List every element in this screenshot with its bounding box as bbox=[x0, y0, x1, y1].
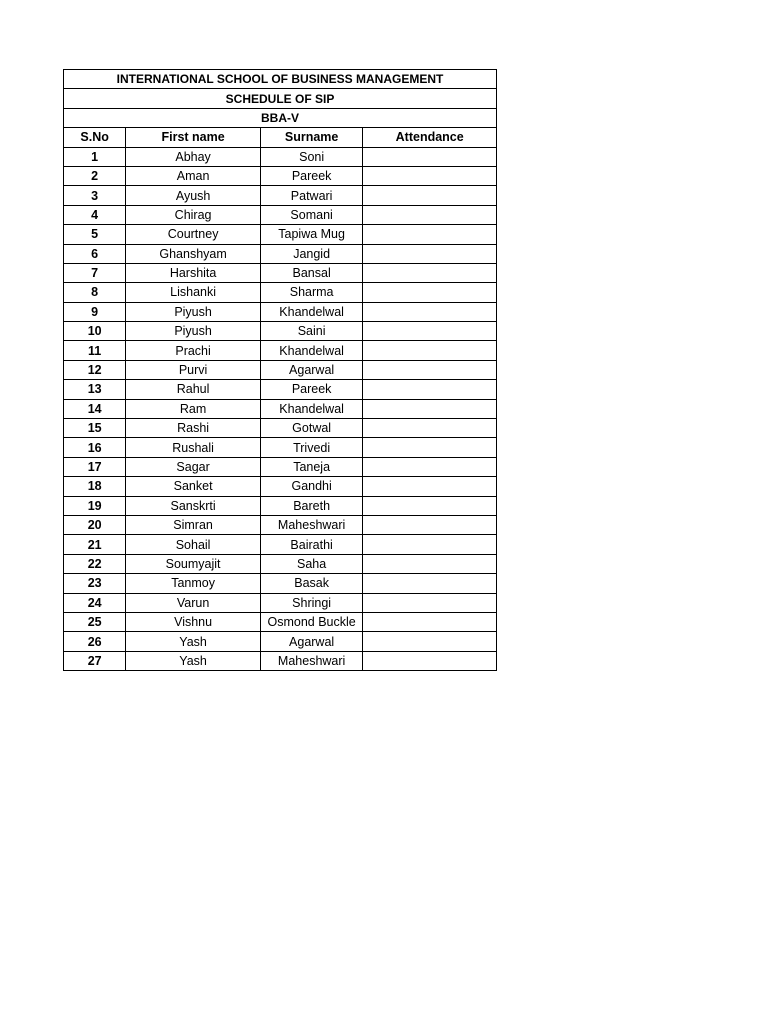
cell-surname: Gotwal bbox=[260, 419, 362, 438]
cell-sno: 11 bbox=[64, 341, 126, 360]
cell-attendance bbox=[363, 360, 497, 379]
table-row bbox=[64, 225, 497, 244]
table-row bbox=[64, 515, 497, 534]
cell-first-name: Aman bbox=[126, 166, 261, 185]
cell-first-name: Sohail bbox=[126, 535, 261, 554]
cell-sno: 18 bbox=[64, 477, 126, 496]
cell-surname: Jangid bbox=[260, 244, 362, 263]
cell-sno: 9 bbox=[64, 302, 126, 321]
cell-sno: 12 bbox=[64, 360, 126, 379]
cell-surname: Khandelwal bbox=[260, 302, 362, 321]
cell-first-name: Chirag bbox=[126, 205, 261, 224]
institution-title: INTERNATIONAL SCHOOL OF BUSINESS MANAGEMENT bbox=[64, 70, 497, 89]
table-row bbox=[64, 244, 497, 263]
cell-surname: Pareek bbox=[260, 380, 362, 399]
cell-attendance bbox=[363, 205, 497, 224]
cell-attendance bbox=[363, 438, 497, 457]
table-row bbox=[64, 477, 497, 496]
cell-first-name: Rashi bbox=[126, 419, 261, 438]
cell-attendance bbox=[363, 593, 497, 612]
cell-attendance bbox=[363, 302, 497, 321]
cell-surname: Bareth bbox=[260, 496, 362, 515]
cell-first-name: Courtney bbox=[126, 225, 261, 244]
cell-surname: Agarwal bbox=[260, 632, 362, 651]
cell-attendance bbox=[363, 612, 497, 631]
cell-sno: 2 bbox=[64, 166, 126, 185]
table-row bbox=[64, 186, 497, 205]
cell-sno: 19 bbox=[64, 496, 126, 515]
cell-first-name: Lishanki bbox=[126, 283, 261, 302]
attendance-sheet-table bbox=[63, 69, 497, 671]
cell-sno: 6 bbox=[64, 244, 126, 263]
cell-attendance bbox=[363, 322, 497, 341]
cell-first-name: Varun bbox=[126, 593, 261, 612]
cell-sno: 27 bbox=[64, 651, 126, 670]
table-row bbox=[64, 438, 497, 457]
cell-attendance bbox=[363, 477, 497, 496]
cell-attendance bbox=[363, 574, 497, 593]
cell-attendance bbox=[363, 341, 497, 360]
table-row bbox=[64, 147, 497, 166]
cell-first-name: Simran bbox=[126, 515, 261, 534]
table-row bbox=[64, 399, 497, 418]
table-row bbox=[64, 651, 497, 670]
schedule-title: SCHEDULE OF SIP bbox=[64, 89, 497, 108]
table-row bbox=[64, 593, 497, 612]
table-row bbox=[64, 283, 497, 302]
cell-sno: 1 bbox=[64, 147, 126, 166]
cell-first-name: Abhay bbox=[126, 147, 261, 166]
cell-attendance bbox=[363, 283, 497, 302]
cell-first-name: Yash bbox=[126, 632, 261, 651]
cell-surname: Saini bbox=[260, 322, 362, 341]
table-row bbox=[64, 166, 497, 185]
cell-first-name: Sanskrti bbox=[126, 496, 261, 515]
cell-first-name: Purvi bbox=[126, 360, 261, 379]
cell-surname: Bansal bbox=[260, 263, 362, 282]
cell-surname: Somani bbox=[260, 205, 362, 224]
cell-first-name: Rushali bbox=[126, 438, 261, 457]
column-header-row bbox=[64, 128, 497, 147]
cell-surname: Maheshwari bbox=[260, 515, 362, 534]
cell-sno: 8 bbox=[64, 283, 126, 302]
cell-first-name: Ayush bbox=[126, 186, 261, 205]
cell-sno: 23 bbox=[64, 574, 126, 593]
table-row bbox=[64, 341, 497, 360]
cell-sno: 24 bbox=[64, 593, 126, 612]
cell-first-name: Sagar bbox=[126, 457, 261, 476]
cell-attendance bbox=[363, 632, 497, 651]
cell-surname: Taneja bbox=[260, 457, 362, 476]
cell-surname: Tapiwa Mug bbox=[260, 225, 362, 244]
cell-attendance bbox=[363, 457, 497, 476]
cell-surname: Agarwal bbox=[260, 360, 362, 379]
cell-first-name: Piyush bbox=[126, 322, 261, 341]
cell-sno: 17 bbox=[64, 457, 126, 476]
table-row bbox=[64, 263, 497, 282]
cell-surname: Gandhi bbox=[260, 477, 362, 496]
cell-attendance bbox=[363, 263, 497, 282]
cell-attendance bbox=[363, 225, 497, 244]
cell-attendance bbox=[363, 419, 497, 438]
cell-surname: Shringi bbox=[260, 593, 362, 612]
cell-attendance bbox=[363, 496, 497, 515]
table-row bbox=[64, 380, 497, 399]
cell-first-name: Ghanshyam bbox=[126, 244, 261, 263]
table-row bbox=[64, 457, 497, 476]
cell-surname: Soni bbox=[260, 147, 362, 166]
cell-sno: 26 bbox=[64, 632, 126, 651]
institution-row bbox=[64, 70, 497, 89]
table-row bbox=[64, 574, 497, 593]
cell-attendance bbox=[363, 515, 497, 534]
cell-sno: 20 bbox=[64, 515, 126, 534]
batch-row bbox=[64, 108, 497, 127]
table-row bbox=[64, 419, 497, 438]
cell-surname: Sharma bbox=[260, 283, 362, 302]
cell-surname: Khandelwal bbox=[260, 399, 362, 418]
cell-sno: 4 bbox=[64, 205, 126, 224]
cell-sno: 16 bbox=[64, 438, 126, 457]
cell-sno: 13 bbox=[64, 380, 126, 399]
cell-surname: Osmond Buckle bbox=[260, 612, 362, 631]
cell-surname: Maheshwari bbox=[260, 651, 362, 670]
cell-attendance bbox=[363, 399, 497, 418]
cell-attendance bbox=[363, 244, 497, 263]
column-header-sno: S.No bbox=[64, 128, 126, 147]
table-row bbox=[64, 322, 497, 341]
table-row bbox=[64, 360, 497, 379]
table-row bbox=[64, 554, 497, 573]
cell-attendance bbox=[363, 147, 497, 166]
cell-attendance bbox=[363, 651, 497, 670]
table-row bbox=[64, 632, 497, 651]
cell-attendance bbox=[363, 166, 497, 185]
column-header-attendance: Attendance bbox=[363, 128, 497, 147]
cell-first-name: Prachi bbox=[126, 341, 261, 360]
cell-sno: 10 bbox=[64, 322, 126, 341]
table-row bbox=[64, 205, 497, 224]
cell-surname: Khandelwal bbox=[260, 341, 362, 360]
cell-attendance bbox=[363, 186, 497, 205]
cell-first-name: Harshita bbox=[126, 263, 261, 282]
cell-first-name: Rahul bbox=[126, 380, 261, 399]
cell-surname: Patwari bbox=[260, 186, 362, 205]
cell-sno: 5 bbox=[64, 225, 126, 244]
cell-surname: Pareek bbox=[260, 166, 362, 185]
cell-first-name: Soumyajit bbox=[126, 554, 261, 573]
cell-attendance bbox=[363, 554, 497, 573]
cell-sno: 22 bbox=[64, 554, 126, 573]
schedule-row bbox=[64, 89, 497, 108]
table-row bbox=[64, 496, 497, 515]
table-row bbox=[64, 612, 497, 631]
cell-sno: 7 bbox=[64, 263, 126, 282]
table-row bbox=[64, 535, 497, 554]
cell-surname: Basak bbox=[260, 574, 362, 593]
cell-first-name: Sanket bbox=[126, 477, 261, 496]
cell-surname: Saha bbox=[260, 554, 362, 573]
cell-sno: 14 bbox=[64, 399, 126, 418]
cell-sno: 3 bbox=[64, 186, 126, 205]
cell-first-name: Piyush bbox=[126, 302, 261, 321]
cell-sno: 25 bbox=[64, 612, 126, 631]
cell-sno: 21 bbox=[64, 535, 126, 554]
column-header-first-name: First name bbox=[126, 128, 261, 147]
cell-attendance bbox=[363, 380, 497, 399]
cell-attendance bbox=[363, 535, 497, 554]
column-header-surname: Surname bbox=[260, 128, 362, 147]
cell-sno: 15 bbox=[64, 419, 126, 438]
batch-label: BBA-V bbox=[64, 108, 497, 127]
cell-first-name: Yash bbox=[126, 651, 261, 670]
table-row bbox=[64, 302, 497, 321]
cell-first-name: Ram bbox=[126, 399, 261, 418]
cell-first-name: Tanmoy bbox=[126, 574, 261, 593]
cell-first-name: Vishnu bbox=[126, 612, 261, 631]
cell-surname: Bairathi bbox=[260, 535, 362, 554]
cell-surname: Trivedi bbox=[260, 438, 362, 457]
